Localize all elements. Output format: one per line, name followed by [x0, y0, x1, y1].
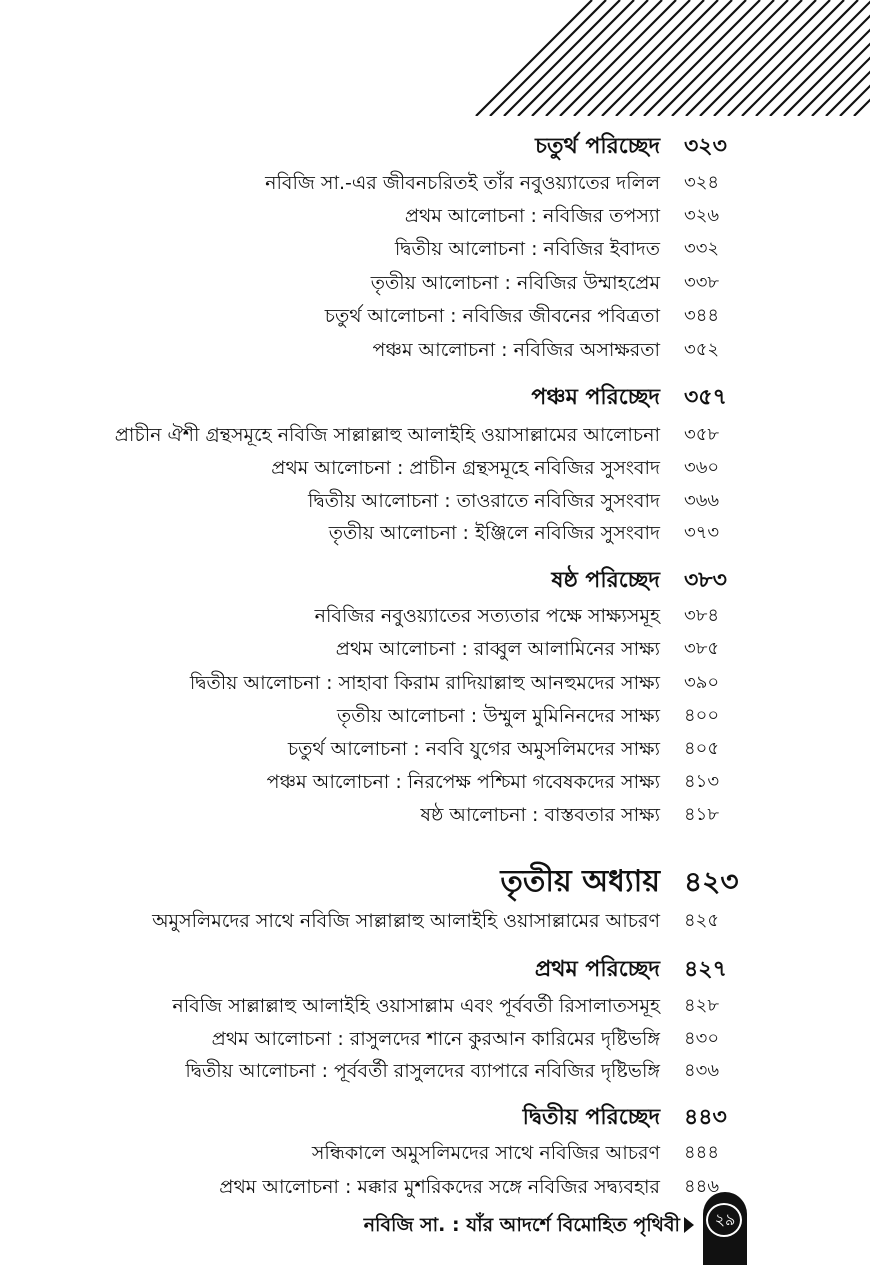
running-footer-title: নবিজি সা. : যাঁর আদর্শে বিমোহিত পৃথিবী: [363, 1214, 680, 1236]
toc-section-heading[interactable]: [0, 566, 870, 596]
toc-entry[interactable]: [0, 1024, 870, 1054]
toc-entry[interactable]: [0, 734, 870, 764]
entry-page: ৪৪৬: [684, 1176, 720, 1197]
entry-title: তৃতীয় আলোচনা : উম্মুল মুমিনিনদের সাক্ষ্য: [336, 705, 660, 727]
toc-entry[interactable]: [0, 168, 870, 198]
entry-page: ৪১৮: [684, 804, 720, 825]
section-page: ৪২৭: [684, 957, 727, 982]
entry-title: প্রথম আলোচনা : নবিজির তপস্যা: [404, 205, 660, 227]
section-title: চতুর্থ পরিচ্ছেদ: [535, 134, 660, 159]
entry-page: ৪০০: [684, 705, 720, 726]
entry-page: ৩৪৪: [684, 305, 720, 326]
entry-title: সন্ধিকালে অমুসলিমদের সাথে নবিজির আচরণ: [311, 1142, 660, 1164]
toc-entry[interactable]: [0, 420, 870, 450]
toc-entry[interactable]: [0, 201, 870, 231]
entry-page: ৩৬৬: [684, 490, 720, 511]
toc-entry[interactable]: [0, 701, 870, 731]
entry-page: ৪২৮: [684, 995, 720, 1016]
entry-page: ৪৩৬: [684, 1060, 720, 1081]
section-title: পঞ্চম পরিচ্ছেদ: [531, 385, 660, 410]
toc-entry[interactable]: [0, 634, 870, 664]
entry-title: ষষ্ঠ আলোচনা : বাস্তবতার সাক্ষ্য: [420, 804, 660, 826]
entry-page: ৪২৫: [684, 910, 720, 931]
entry-page: ৩৫৮: [684, 424, 720, 445]
toc-section-heading[interactable]: [0, 383, 870, 413]
toc-section-heading[interactable]: [0, 955, 870, 985]
entry-title: নবিজির নবুওয়্যাতের সত্যতার পক্ষে সাক্ষ্যসমূহ: [314, 605, 660, 627]
entry-title: নবিজি সাল্লাল্লাহু আলাইহি ওয়াসাল্লাম এবং পূর্ববর্তী রিসালাতসমূহ: [172, 995, 660, 1017]
triangle-right-icon: [684, 1217, 694, 1233]
toc-entry[interactable]: [0, 335, 870, 365]
toc-entry[interactable]: [0, 453, 870, 483]
page-number: ২৯: [714, 1210, 736, 1229]
entry-page: ৩৮৪: [684, 605, 720, 626]
entry-title: প্রথম আলোচনা : মক্কার মুশরিকদের সঙ্গে নবিজির সদ্ব্যবহার: [219, 1176, 660, 1198]
toc-entry[interactable]: [0, 906, 870, 936]
toc-entry[interactable]: [0, 800, 870, 830]
decorative-stripes: [0, 0, 870, 118]
toc-entry[interactable]: [0, 234, 870, 264]
chapter-page: ৪২৩: [684, 865, 739, 898]
toc-entry[interactable]: [0, 486, 870, 516]
entry-title: দ্বিতীয় আলোচনা : পূর্ববর্তী রাসুলদের ব্যাপারে নবিজির দৃষ্টিভঙ্গি: [185, 1060, 660, 1082]
entry-title: প্রথম আলোচনা : রাব্বুল আলামিনের সাক্ষ্য: [335, 638, 660, 660]
section-title: প্রথম পরিচ্ছেদ: [534, 957, 660, 982]
entry-title: প্রথম আলোচনা : প্রাচীন গ্রন্থসমূহে নবিজির সুসংবাদ: [271, 457, 660, 479]
toc-entry[interactable]: [0, 268, 870, 298]
entry-page: ৩২৬: [684, 205, 720, 226]
entry-page: ৪১৩: [684, 771, 720, 792]
entry-title: নবিজি সা.-এর জীবনচরিতই তাঁর নবুওয়্যাতের দলিল: [265, 172, 660, 194]
section-page: ৩৫৭: [684, 385, 727, 410]
entry-page: ৩৫২: [684, 339, 720, 360]
section-title: ষষ্ঠ পরিচ্ছেদ: [551, 568, 660, 593]
entry-title: তৃতীয় আলোচনা : ইঞ্জিলে নবিজির সুসংবাদ: [328, 522, 660, 544]
entry-title: প্রাচীন ঐশী গ্রন্থসমূহে নবিজি সাল্লাল্লাহু আলাইহি ওয়াসাল্লামের আলোচনা: [114, 424, 660, 446]
entry-title: দ্বিতীয় আলোচনা : সাহাবা কিরাম রাদিয়াল্লাহু আনহুমদের সাক্ষ্য: [189, 672, 660, 694]
entry-title: অমুসলিমদের সাথে নবিজি সাল্লাল্লাহু আলাইহি ওয়াসাল্লামের আচরণ: [152, 910, 660, 932]
toc-entry[interactable]: [0, 301, 870, 331]
entry-title: পঞ্চম আলোচনা : নিরপেক্ষ পশ্চিমা গবেষকদের সাক্ষ্য: [266, 771, 660, 793]
entry-page: ৩৬০: [684, 457, 720, 478]
section-title: দ্বিতীয় পরিচ্ছেদ: [522, 1105, 660, 1130]
entry-title: চতুর্থ আলোচনা : নববি যুগের অমুসলিমদের সাক্ষ্য: [287, 738, 660, 760]
entry-page: ৩৩২: [684, 238, 720, 259]
entry-page: ৩৩৮: [684, 272, 720, 293]
entry-page: ৩৮৫: [684, 638, 720, 659]
section-page: ৪৪৩: [684, 1105, 727, 1130]
entry-title: পঞ্চম আলোচনা : নবিজির অসাক্ষরতা: [372, 339, 660, 361]
chapter-title: তৃতীয় অধ্যায়: [500, 864, 660, 899]
entry-page: ৪৪৪: [684, 1142, 720, 1163]
entry-title: দ্বিতীয় আলোচনা : তাওরাতে নবিজির সুসংবাদ: [308, 490, 660, 512]
toc-entry[interactable]: [0, 767, 870, 797]
section-page: ৩৮৩: [684, 568, 727, 593]
toc-entry[interactable]: [0, 1138, 870, 1168]
toc-entry[interactable]: [0, 991, 870, 1021]
toc-entry[interactable]: [0, 518, 870, 548]
entry-title: প্রথম আলোচনা : রাসুলদের শানে কুরআন কারিমের দৃষ্টিভঙ্গি: [211, 1028, 660, 1050]
toc-entry[interactable]: [0, 601, 870, 631]
toc-entry[interactable]: [0, 668, 870, 698]
entry-page: ৪০৫: [684, 738, 720, 759]
section-page: ৩২৩: [684, 134, 727, 159]
entry-title: দ্বিতীয় আলোচনা : নবিজির ইবাদত: [394, 238, 660, 260]
entry-page: ৩৭৩: [684, 522, 720, 543]
entry-page: ৩২৪: [684, 172, 720, 193]
toc-chapter-heading[interactable]: [0, 862, 870, 902]
toc-section-heading[interactable]: [0, 132, 870, 162]
entry-title: তৃতীয় আলোচনা : নবিজির উম্মাহপ্রেম: [370, 272, 660, 294]
toc-entry[interactable]: [0, 1056, 870, 1086]
toc-section-heading[interactable]: [0, 1103, 870, 1133]
entry-page: ৩৯০: [684, 672, 720, 693]
entry-page: ৪৩০: [684, 1028, 720, 1049]
entry-title: চতুর্থ আলোচনা : নবিজির জীবনের পবিত্রতা: [324, 305, 660, 327]
